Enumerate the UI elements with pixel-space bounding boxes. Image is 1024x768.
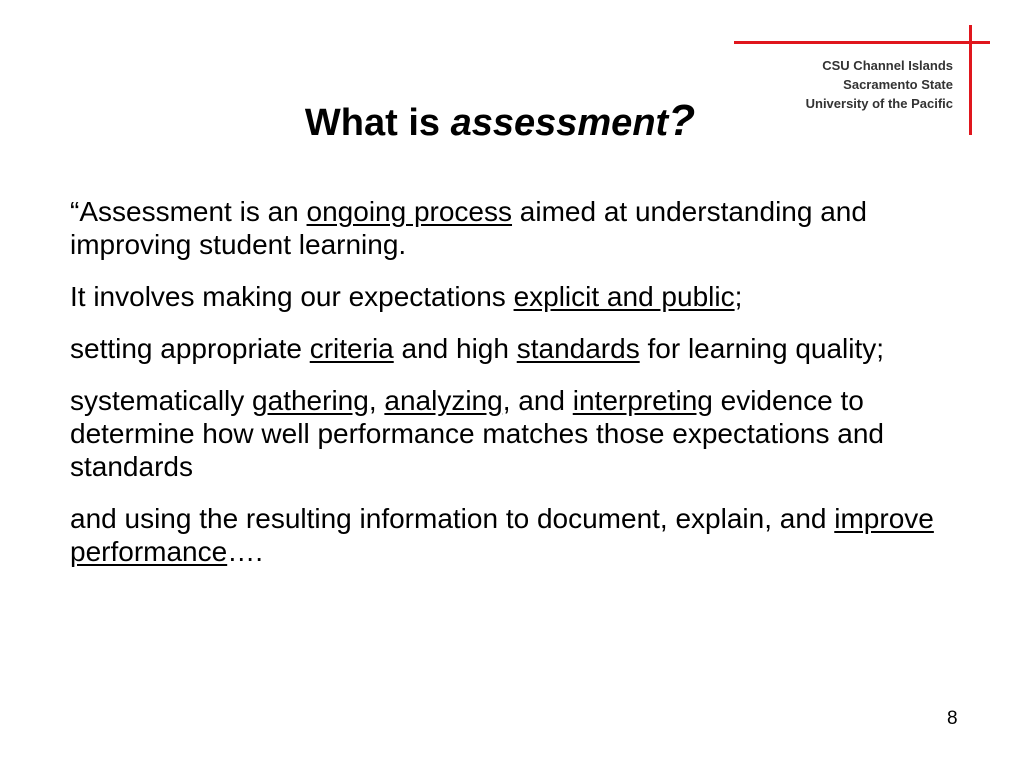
title-prefix: What is bbox=[304, 102, 451, 144]
page-number: 8 bbox=[947, 708, 958, 729]
key-term: explicit and public bbox=[513, 281, 735, 312]
key-term: criteria bbox=[309, 333, 394, 364]
text-run: for learning quality; bbox=[639, 333, 885, 364]
title-emphasis: assessment bbox=[450, 102, 669, 144]
definition-paragraph bbox=[70, 332, 950, 365]
key-term: standards bbox=[516, 333, 640, 364]
text-run: , bbox=[368, 385, 385, 416]
institution-name: CSU Channel Islands bbox=[822, 58, 953, 73]
definition-paragraph bbox=[70, 280, 950, 313]
accent-line-horizontal bbox=[734, 41, 990, 44]
text-run: It involves making our expectations bbox=[70, 281, 514, 312]
text-run: …. bbox=[227, 536, 263, 567]
text-run: and high bbox=[393, 333, 517, 364]
text-run: and using the resulting information to document, explain, and bbox=[70, 503, 835, 534]
institution-name: Sacramento State bbox=[843, 77, 953, 92]
key-term: analyzing bbox=[384, 385, 503, 416]
text-run: systematically bbox=[70, 385, 253, 416]
text-run: setting appropriate bbox=[70, 333, 310, 364]
text-run: aimed at understanding and improving student learning. bbox=[70, 196, 867, 260]
title-question-mark: ? bbox=[668, 96, 696, 145]
institution-name: University of the Pacific bbox=[805, 96, 953, 111]
key-term: ongoing process bbox=[306, 196, 513, 227]
text-run: “Assessment is an bbox=[70, 196, 307, 227]
key-term: interpreting bbox=[572, 385, 713, 416]
text-run: ; bbox=[734, 281, 743, 312]
definition-paragraph bbox=[70, 502, 950, 568]
definition-paragraph bbox=[70, 384, 950, 483]
text-run: , and bbox=[502, 385, 573, 416]
slide-body bbox=[70, 195, 950, 587]
definition-paragraph bbox=[70, 195, 950, 261]
key-term: gathering bbox=[252, 385, 369, 416]
key-term: improve performance bbox=[70, 503, 934, 567]
slide-title bbox=[0, 96, 1000, 146]
text-run: evidence to determine how well performance matches those expectations and standards bbox=[70, 385, 884, 482]
